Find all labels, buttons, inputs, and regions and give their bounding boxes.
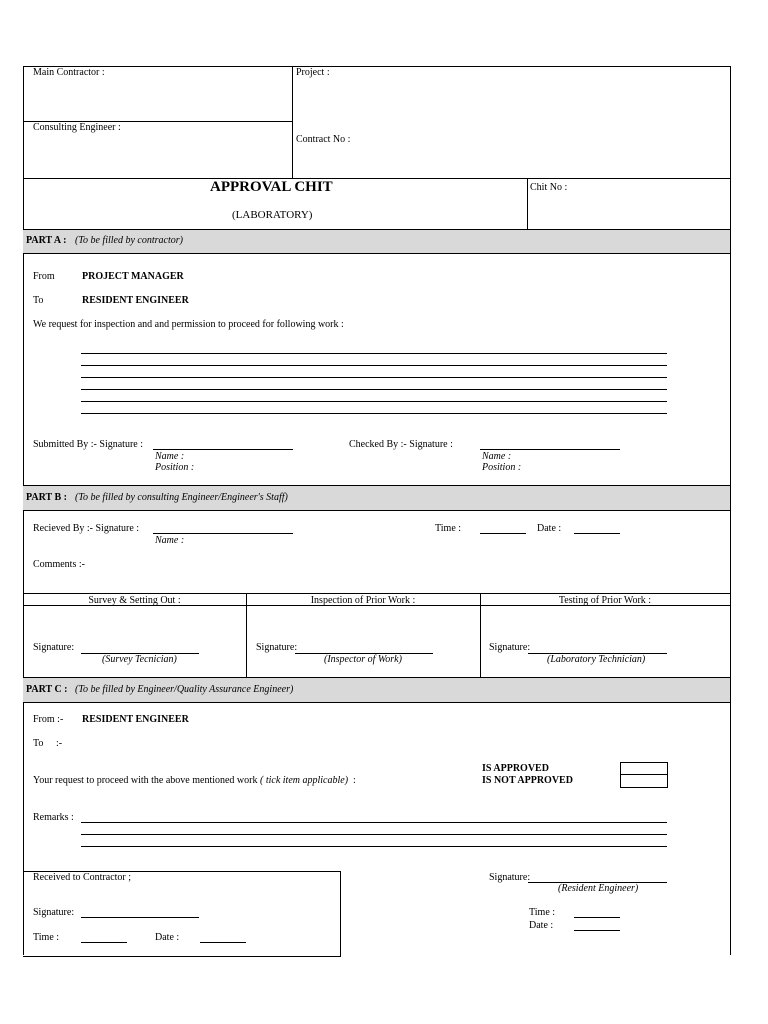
inspection-signature-label: Signature: <box>256 642 298 653</box>
survey-header: Survey & Setting Out : <box>88 595 181 606</box>
part-a-note: (To be filled by contractor) <box>75 235 183 246</box>
time-label: Time : <box>435 523 462 534</box>
received-name-label: Name : <box>155 535 185 546</box>
contractor-time-line[interactable] <box>81 942 127 943</box>
from-value: PROJECT MANAGER <box>82 271 184 282</box>
contractor-time-label: Time : <box>33 932 60 943</box>
chit-no-label: Chit No : <box>530 182 568 193</box>
part-c-to-sep: :- <box>56 738 63 749</box>
checked-position-label: Position : <box>482 462 522 473</box>
inspection-role: (Inspector of Work) <box>324 654 402 665</box>
part-a-heading: PART A : <box>26 235 67 246</box>
submitted-signature-line[interactable] <box>153 449 293 450</box>
submitted-position-label: Position : <box>155 462 195 473</box>
contractor-signature-line[interactable] <box>81 917 199 918</box>
resident-engineer-role: (Resident Engineer) <box>558 883 639 894</box>
testing-signature-label: Signature: <box>489 642 531 653</box>
part-c-note: (To be filled by Engineer/Quality Assurance Engineer) <box>75 684 294 695</box>
main-contractor-label: Main Contractor : <box>33 67 105 78</box>
received-signature-line[interactable] <box>153 533 293 534</box>
testing-role: (Laboratory Technician) <box>547 654 646 665</box>
received-by-label: Recieved By :- Signature : <box>33 523 140 534</box>
date-line[interactable] <box>574 533 620 534</box>
checked-signature-line[interactable] <box>480 449 620 450</box>
part-b-heading: PART B : <box>26 492 67 503</box>
request-text: We request for inspection and and permission to proceed for following work : <box>33 319 344 330</box>
to-value: RESIDENT ENGINEER <box>82 295 189 306</box>
part-c-from-value: RESIDENT ENGINEER <box>82 714 189 725</box>
part-c-heading: PART C : <box>26 684 68 695</box>
testing-header: Testing of Prior Work : <box>558 595 652 606</box>
contractor-signature-label: Signature: <box>33 907 75 918</box>
not-approved-checkbox[interactable] <box>620 774 668 788</box>
part-c-request-text: Your request to proceed with the above mentioned work ( tick item applicable) : <box>33 775 356 786</box>
page-title: APPROVAL CHIT <box>210 179 333 195</box>
consulting-engineer-label: Consulting Engineer : <box>33 122 121 133</box>
to-label: To <box>33 295 44 306</box>
inspection-header: Inspection of Prior Work : <box>310 595 416 606</box>
project-label: Project : <box>296 67 330 78</box>
re-signature-label: Signature: <box>489 872 531 883</box>
approved-label: IS APPROVED <box>482 763 549 774</box>
submitted-by-label: Submitted By :- Signature : <box>33 439 143 450</box>
re-time-line[interactable] <box>574 917 620 918</box>
not-approved-label: IS NOT APPROVED <box>482 775 573 786</box>
re-date-label: Date : <box>529 920 554 931</box>
tick-note: ( tick item applicable) <box>260 775 349 786</box>
contractor-date-line[interactable] <box>200 942 246 943</box>
time-line[interactable] <box>480 533 526 534</box>
checked-by-label: Checked By :- Signature : <box>349 439 453 450</box>
from-label: From <box>33 271 55 282</box>
checked-name-label: Name : <box>482 451 512 462</box>
re-time-label: Time : <box>529 907 556 918</box>
page-subtitle: (LABORATORY) <box>232 209 313 221</box>
part-b-note: (To be filled by consulting Engineer/Engineer's Staff) <box>75 492 288 503</box>
survey-signature-label: Signature: <box>33 642 75 653</box>
received-contractor-label: Received to Contractor ; <box>33 872 132 883</box>
date-label: Date : <box>537 523 562 534</box>
contractor-date-label: Date : <box>155 932 180 943</box>
re-date-line[interactable] <box>574 930 620 931</box>
submitted-name-label: Name : <box>155 451 185 462</box>
contract-no-label: Contract No : <box>296 134 351 145</box>
survey-role: (Survey Tecnician) <box>102 654 177 665</box>
remarks-label: Remarks : <box>33 812 74 823</box>
comments-label: Comments :- <box>33 559 85 570</box>
part-c-to-label: To <box>33 738 44 749</box>
part-c-from-label: From :- <box>33 714 64 725</box>
